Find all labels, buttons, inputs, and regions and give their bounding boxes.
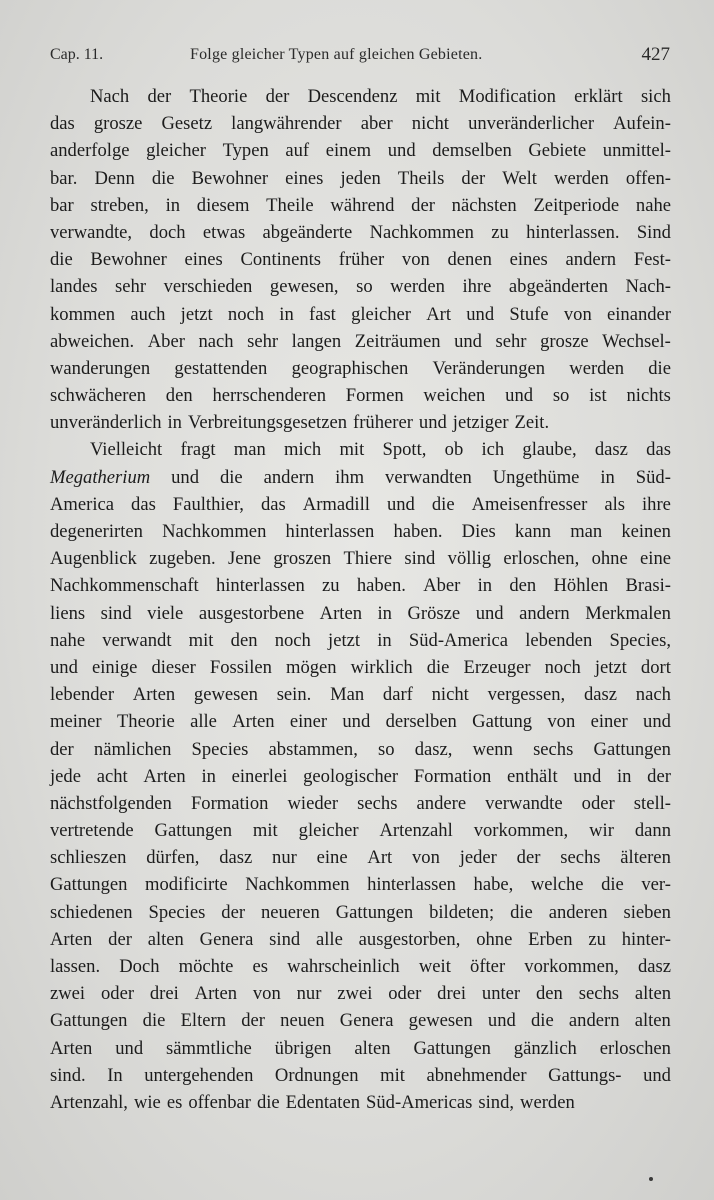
text-line: lassen. Doch möchte es wahrscheinlich weit öfter vorkommen, dasz	[50, 956, 671, 977]
running-header	[50, 44, 670, 70]
text-line: degenerirten Nachkommen hinterlassen haben. Dies kann man keinen	[50, 521, 671, 542]
text-line: Augenblick zugeben. Jene groszen Thiere sind völlig erloschen, ohne eine	[50, 548, 671, 570]
text-line: schiedenen Species der neueren Gattungen bildeten; die anderen sieben	[50, 901, 671, 923]
text-line: Gattungen die Eltern der neuen Genera gewesen und die andern alten	[50, 1010, 671, 1032]
text-line: schlieszen dürfen, dasz nur eine Art von jeder der sechs älteren	[50, 847, 671, 869]
page-number: 427	[641, 44, 670, 65]
text-line: bar streben, in diesem Theile während der nächsten Zeitperiode nahe	[50, 194, 671, 216]
text-line: das grosze Gesetz langwährender aber nicht unveränderlicher Aufein-	[50, 113, 671, 135]
text-line: nahe verwandt mit den noch jetzt in Süd-America lebenden Species,	[50, 629, 671, 651]
text-line: liens sind viele ausgestorbene Arten in Grösze und andern Merkmalen	[50, 602, 671, 624]
text-line: Gattungen modificirte Nachkommen hinterlassen habe, welche die ver-	[50, 874, 671, 896]
text-line: meiner Theorie alle Arten einer und derselben Gattung von einer und	[50, 711, 671, 733]
text-line: sind. In untergehenden Ordnungen mit abnehmender Gattungs- und	[50, 1064, 671, 1086]
text-line: Artenzahl, wie es offenbar die Edentaten Süd-Americas sind, werden	[50, 1091, 575, 1113]
print-speck	[649, 1177, 653, 1181]
text-line: und einige dieser Fossilen mögen wirklich die Erzeuger noch jetzt dort	[50, 656, 671, 678]
text-line: jede acht Arten in einerlei geologischer Formation enthält und in der	[50, 765, 671, 787]
text-line: bar. Denn die Bewohner eines jeden Theils der Welt werden offen-	[50, 167, 671, 189]
text-line: Arten und sämmtliche übrigen alten Gattungen gänzlich erloschen	[50, 1037, 671, 1059]
text-line: America das Faulthier, das Armadill und die Ameisenfresser als ihre	[50, 493, 671, 515]
page-body-text	[50, 83, 671, 1116]
text-line: wanderungen gestattenden geographischen Veränderungen werden die	[50, 357, 671, 379]
text-line: landes sehr verschieden gewesen, so werden ihre abgeänderten Nach-	[50, 276, 671, 298]
text-line: Arten der alten Genera sind alle ausgestorben, ohne Erben zu hinter-	[50, 928, 671, 950]
running-title: Folge gleicher Typen auf gleichen Gebieten.	[190, 46, 483, 63]
text-line: unveränderlich in Verbreitungsgesetzen früherer und jetziger Zeit.	[50, 412, 550, 434]
paragraph	[50, 83, 671, 436]
text-line: Nach der Theorie der Descendenz mit Modification erklärt sich	[90, 86, 671, 107]
paragraph	[50, 436, 671, 1116]
text-line: schwächeren den herrschenderen Formen weichen und so ist nichts	[50, 385, 671, 407]
text-line: Vielleicht fragt man mich mit Spott, ob ich glaube, dasz das	[90, 439, 671, 461]
text-line: Megatherium und die andern ihm verwandten Ungethüme in Süd-	[50, 466, 671, 488]
text-line: zwei oder drei Arten von nur zwei oder drei unter den sechs alten	[50, 983, 671, 1005]
text-line: nächstfolgenden Formation wieder sechs andere verwandte oder stell-	[50, 792, 671, 814]
text-line: lebender Arten gewesen sein. Man darf nicht vergessen, dasz nach	[50, 684, 671, 706]
text-line: abweichen. Aber nach sehr langen Zeiträumen und sehr grosze Wechsel-	[50, 330, 671, 352]
text-line: vertretende Gattungen mit gleicher Artenzahl vorkommen, wir dann	[50, 820, 671, 842]
text-line: anderfolge gleicher Typen auf einem und demselben Gebiete unmittel-	[50, 140, 671, 162]
text-line: die Bewohner eines Continents früher von denen eines andern Fest-	[50, 249, 671, 271]
text-line: kommen auch jetzt noch in fast gleicher Art und Stufe von einander	[50, 303, 671, 325]
text-line: Nachkommenschaft hinterlassen zu haben. Aber in den Höhlen Brasi-	[50, 575, 671, 597]
chapter-label: Cap. 11.	[50, 46, 104, 63]
text-line: der nämlichen Species abstammen, so dasz, wenn sechs Gattungen	[50, 738, 671, 760]
text-line: verwandte, doch etwas abgeänderte Nachkommen zu hinterlassen. Sind	[50, 221, 671, 243]
